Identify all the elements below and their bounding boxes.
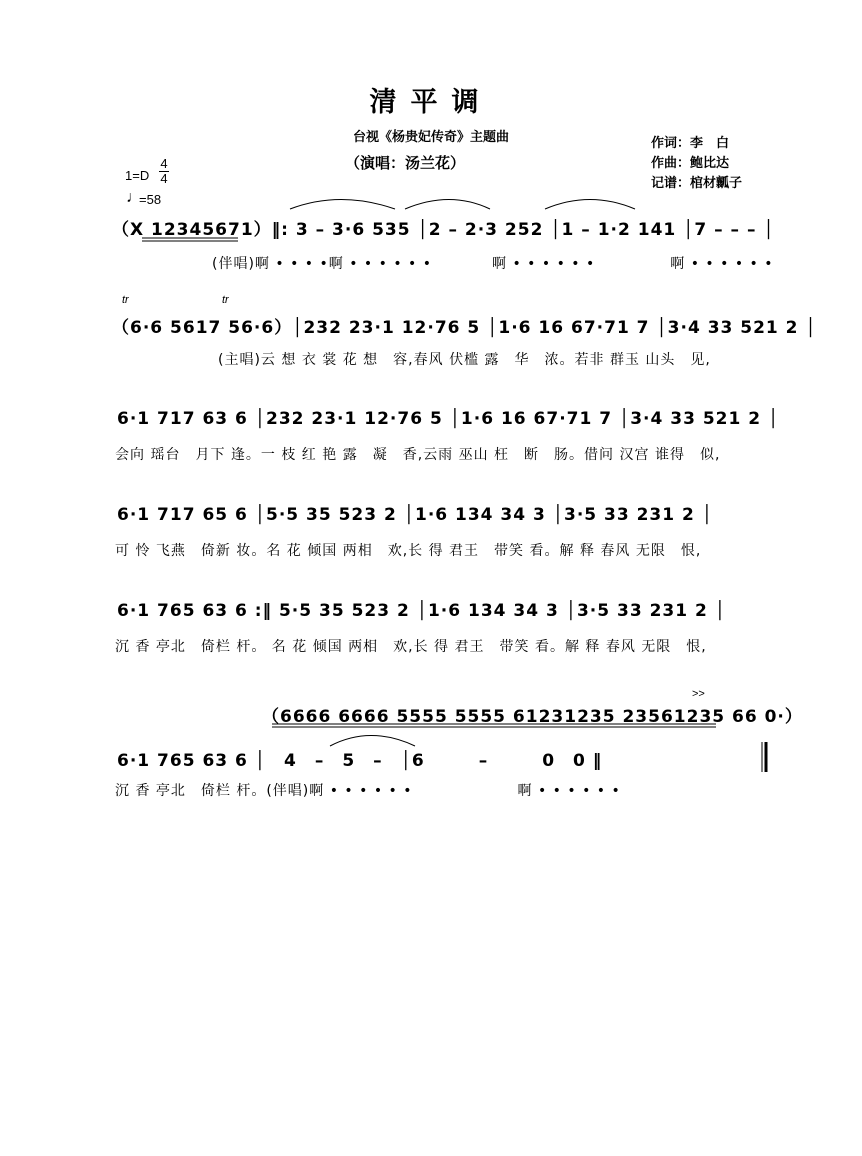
notation-row-4: 6·1 717 65 6 │5·5 35 523 2 │1·6 134 34 3 │3·5 33 231 2 │ xyxy=(117,505,713,525)
slur-4 xyxy=(330,736,415,747)
song-title: 清平调 xyxy=(369,87,493,118)
slur-2 xyxy=(405,200,490,210)
lyrics-row-1: (伴唱)啊 • • • •啊 • • • • • • 啊 • • • • • • 啊 • • • • • • xyxy=(212,256,774,272)
lyrics-row-6: 沉 香 亭北 倚栏 杆。(伴唱)啊 • • • • • • 啊 • • • • • • xyxy=(115,783,621,799)
trill-mark-1: tr xyxy=(122,294,129,306)
notation-row-1: （X 12345671）‖: 3 – 3·6 535 │2 – 2·3 252 │1 – 1·2 141 │7 – – – │ xyxy=(112,220,775,240)
lyrics-row-4: 可 怜 飞燕 倚新 妆。名 花 倾国 两相 欢,长 得 君王 带笑 看。解 释 春风 无限 恨, xyxy=(115,543,702,559)
lyrics-row-2: (主唱)云 想 衣 裳 花 想 容,春风 伏槛 露 华 浓。若非 群玉 山头 见, xyxy=(218,352,711,368)
notation-row-3: 6·1 717 63 6 │232 23·1 12·76 5 │1·6 16 67·71 7 │3·4 33 521 2 │ xyxy=(117,409,780,429)
lyricist-credit: 作词：李 白 xyxy=(651,136,730,151)
accent-marks: >> xyxy=(692,688,705,700)
slur-3 xyxy=(545,200,635,210)
singer-credit: （演唱：汤兰花） xyxy=(345,154,466,172)
notation-row-6-accompaniment: （6666 6666 5555 5555 61231235 23561235 66 0·） xyxy=(262,707,803,727)
notation-row-2: （6·6 5617 56·6）│232 23·1 12·76 5 │1·6 16 67·71 7 │3·4 33 521 2 │ xyxy=(112,318,817,338)
tempo-marking: =58 xyxy=(139,192,162,207)
lyrics-row-3: 会向 瑶台 月下 逢。一 枝 红 艳 露 凝 香,云雨 巫山 枉 断 肠。借问 汉宫 谁得 似, xyxy=(115,447,721,463)
lyrics-row-5: 沉 香 亭北 倚栏 杆。 名 花 倾国 两相 欢,长 得 君王 带笑 看。解 释 春风 无限 恨, xyxy=(115,639,707,655)
notation-row-6: 6·1 765 63 6 │ 4 – 5 – │6 – 0 0 ‖ xyxy=(117,751,603,771)
key-signature: 1=D xyxy=(125,168,150,183)
time-signature-bottom: 4 xyxy=(160,171,168,186)
notation-row-5: 6·1 765 63 6 :‖ 5·5 35 523 2 │1·6 134 34 3 │3·5 33 231 2 │ xyxy=(117,601,726,621)
slur-1 xyxy=(290,200,395,210)
trill-mark-2: tr xyxy=(222,294,229,306)
time-signature-top: 4 xyxy=(160,156,168,171)
composer-credit: 作曲：鲍比达 xyxy=(651,156,730,171)
quarter-note-icon: ♩ xyxy=(126,189,142,206)
transcriber-credit: 记谱：棺材瓤子 xyxy=(651,176,743,191)
song-subtitle: 台视《杨贵妃传奇》主题曲 xyxy=(352,130,509,145)
